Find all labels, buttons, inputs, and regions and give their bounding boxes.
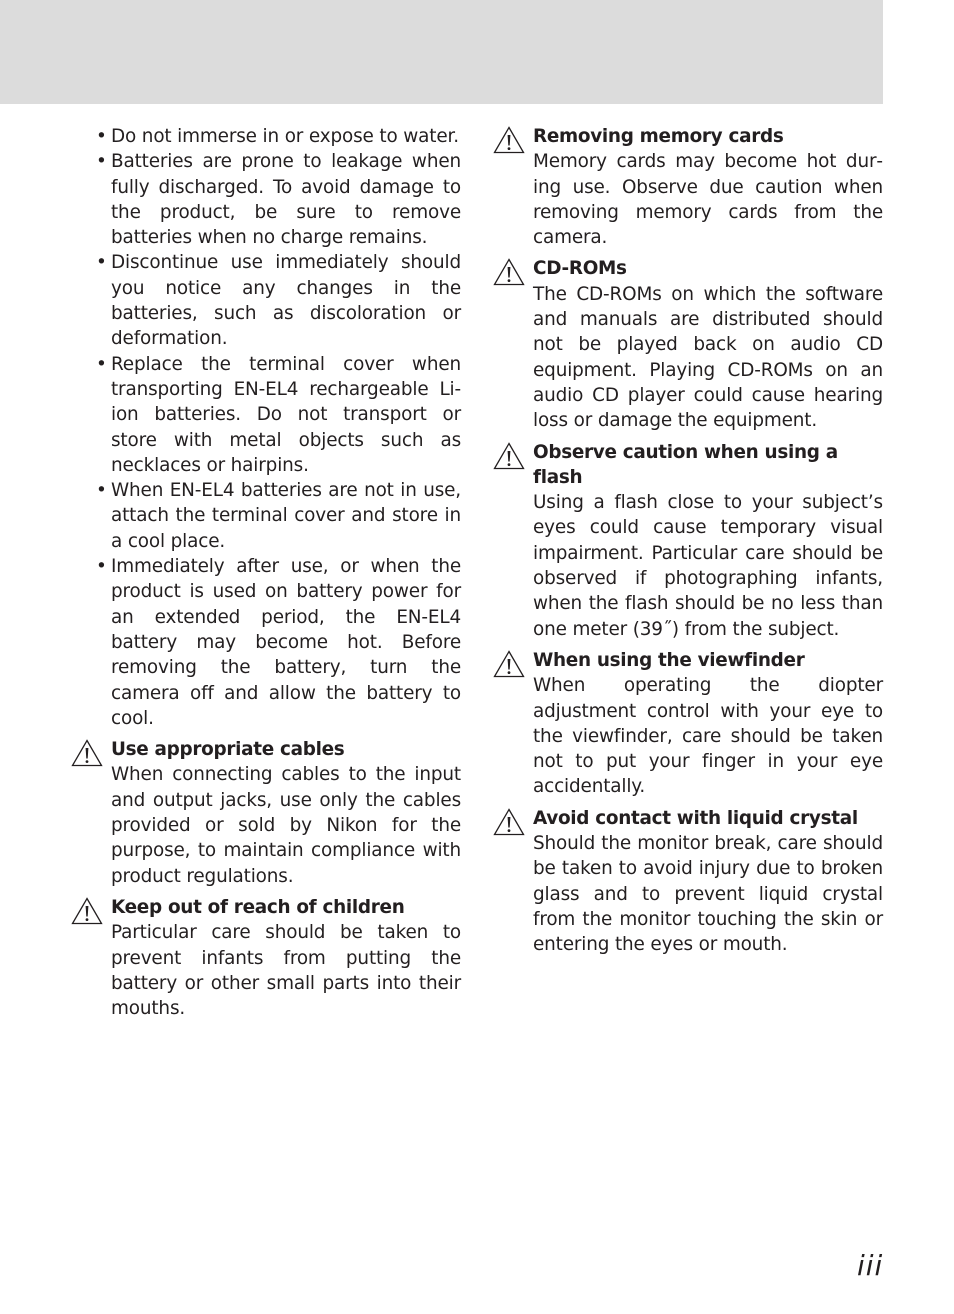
warning-triangle-icon — [493, 126, 525, 154]
warning-title: Avoid contact with liquid crystal — [533, 807, 858, 829]
warning-children — [111, 895, 461, 1021]
warning-title: Use appropriate cables — [111, 739, 345, 761]
warning-triangle-icon — [493, 808, 525, 836]
warning-body: Using a flash close to your subject’s eyes could cause temporary visual impairment. Particular care should be observed if photographing infants, when the flash should be no less than one meter (39˝) from the subject. — [533, 492, 883, 640]
bullet-item: • Batteries are prone to leakage when fully discharged. To avoid damage to the product, be sure to remove batteries when no charge remains. — [111, 149, 461, 250]
warning-triangle-icon — [493, 258, 525, 286]
bullet-item: • Do not immerse in or expose to water. — [111, 124, 461, 149]
page-number: iii — [857, 1249, 884, 1282]
warning-body: When connecting cables to the input and output jacks, use only the cables provided or sold by Nikon for the purpose, to maintain compliance with product regulations. — [111, 764, 461, 887]
warning-body: Memory cards may become hot during use. Observe due caution when removing memory cards from the camera. — [533, 151, 883, 249]
warning-cd-roms — [533, 256, 883, 433]
right-column — [533, 124, 883, 958]
battery-bullet-list — [111, 124, 461, 731]
warning-liquid-crystal — [533, 806, 883, 958]
warning-body: When operating the diopter adjustment control with your eye to the viewfinder, care should be taken not to put your finger in your eye accidentally. — [533, 675, 883, 798]
bullet-item: • Immediately after use, or when the product is used on battery power for an extended period, the EN-EL4 battery may become hot. Before removing the battery, turn the camera off and allow the battery to cool. — [111, 554, 461, 731]
warning-triangle-icon — [493, 650, 525, 678]
warning-title: Observe caution when using a flash — [533, 441, 838, 488]
warning-memory-cards — [533, 124, 883, 250]
warning-triangle-icon — [71, 897, 103, 925]
warning-body: Should the monitor break, care should be taken to avoid injury due to broken glass and to prevent liquid crystal from the monitor touching the skin or entering the eyes or mouth. — [533, 833, 883, 956]
warning-use-cables — [111, 737, 461, 889]
warning-title: CD-ROMs — [533, 258, 627, 280]
warning-body: The CD-ROMs on which the software and manuals are distributed should not be played back on audio CD equipment. Playing CD-ROMs on an audio CD player could cause hearing loss or damage the equipment. — [533, 283, 883, 432]
warning-title: Keep out of reach of children — [111, 896, 405, 918]
warning-viewfinder — [533, 648, 883, 800]
header-band — [0, 0, 883, 104]
bullet-item: • Replace the terminal cover when transporting EN-EL4 rechargeable Li-ion batteries. Do not transport or store with metal objects such as necklaces or hairpins. — [111, 352, 461, 478]
bullet-item: • When EN-EL4 batteries are not in use, attach the terminal cover and store in a cool place. — [111, 478, 461, 554]
warning-body: Particular care should be taken to prevent infants from putting the battery or other small parts into their mouths. — [111, 922, 461, 1020]
warning-title: When using the viewfinder — [533, 649, 805, 671]
warning-triangle-icon — [493, 442, 525, 470]
bullet-item: • Discontinue use immediately should you notice any changes in the batteries, such as discoloration or deformation. — [111, 250, 461, 351]
warning-flash — [533, 440, 883, 642]
warning-triangle-icon — [71, 739, 103, 767]
warning-title: Removing memory cards — [533, 126, 784, 147]
left-column — [111, 124, 461, 1021]
